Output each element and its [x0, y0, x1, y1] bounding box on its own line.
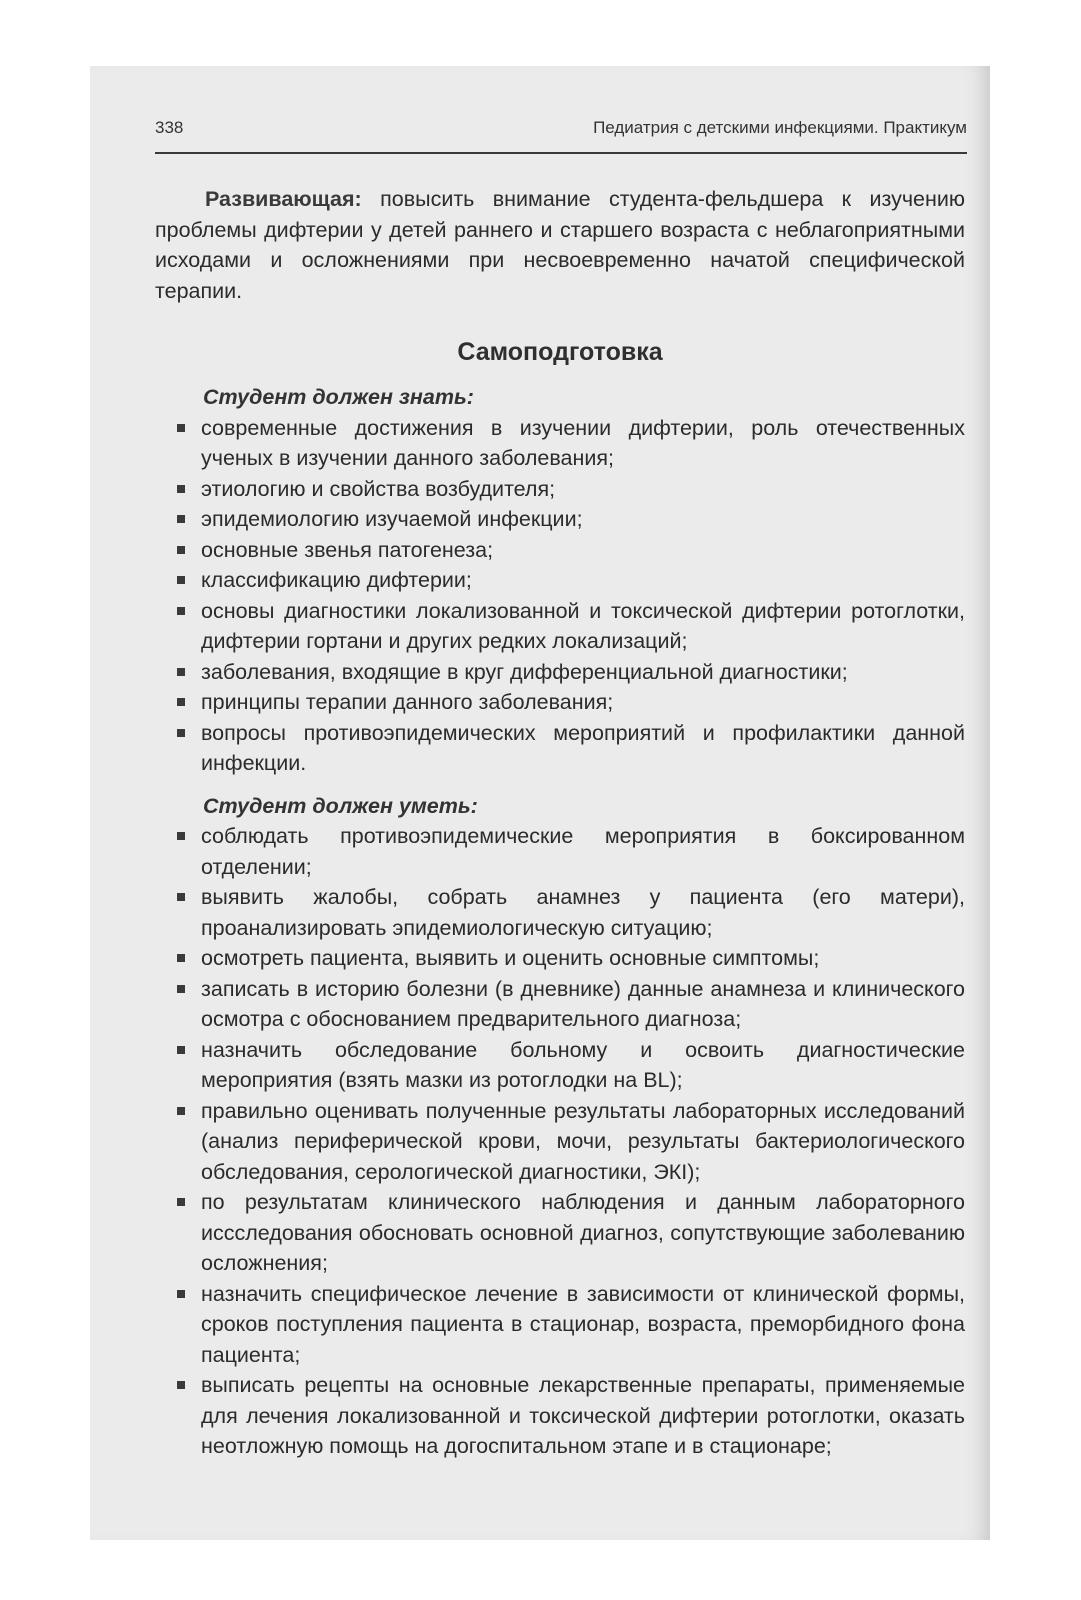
know-item-text: современные достижения в изучении дифтерии, роль отечественных ученых в изучении данного заболевания; [201, 415, 965, 470]
bullet-icon [177, 515, 185, 523]
bullet-icon [177, 1198, 185, 1206]
know-item-text: принципы терапии данного заболевания; [201, 690, 614, 714]
know-item-text: эпидемиологию изучаемой инфекции; [201, 507, 583, 531]
know-item [155, 657, 965, 688]
bullet-icon [177, 668, 185, 676]
able-item [155, 943, 965, 974]
bullet-icon [177, 1046, 185, 1054]
bullet-icon [177, 424, 185, 432]
know-item [155, 474, 965, 505]
able-item-text: назначить обследование больному и освоить диагностические мероприятия (взять мазки из ротоглодки на BL); [201, 1037, 965, 1092]
know-heading: Студент должен знать: [203, 385, 474, 409]
able-item [155, 1035, 965, 1096]
know-item [155, 687, 965, 718]
book-page [90, 66, 990, 1540]
bullet-icon [177, 893, 185, 901]
know-item [155, 596, 965, 657]
bullet-icon [177, 729, 185, 737]
able-item-text: выявить жалобы, собрать анамнез у пациента (его матери), проанализировать эпидемиологическую ситуацию; [201, 885, 965, 940]
know-item-text: основы диагностики локализованной и токсической дифтерии ротоглотки, дифтерии гортани и других редких локализаций; [201, 598, 965, 653]
able-item [155, 1279, 965, 1371]
intro-text: повысить внимание студента-фельдшера к изучению проблемы дифтерии у детей раннего и старшего возраста с неблагоприятными исходами и осложнениями при несвоевременно начатой специфической терапии. [155, 187, 965, 303]
intro-paragraph [155, 184, 965, 306]
bullet-icon [177, 1381, 185, 1389]
know-item-text: вопросы противоэпидемических мероприятий и профилактики данной инфекции. [201, 720, 965, 775]
able-item [155, 882, 965, 943]
bullet-icon [177, 954, 185, 962]
able-item-text: соблюдать противоэпидемические мероприятия в боксированном отделении; [201, 824, 965, 879]
know-item [155, 565, 965, 596]
able-item-text: выписать рецепты на основные лекарственные препараты, применяемые для лечения локализованной и токсической дифтерии ротоглотки, оказать неотложную помощь на догоспитальном этапе и в стационаре; [201, 1373, 965, 1458]
know-item-text: заболевания, входящие в круг дифференциальной диагностики; [201, 659, 848, 684]
know-item-text: этиологию и свойства возбудителя; [201, 476, 556, 501]
able-item [155, 1370, 965, 1462]
bullet-icon [177, 1290, 185, 1298]
able-item [155, 821, 965, 882]
intro-label: Развивающая: [205, 187, 362, 211]
bullet-icon [177, 832, 185, 840]
section-title: Самоподготовка [457, 338, 663, 366]
bullet-icon [177, 985, 185, 993]
able-item-text: по результатам клинического наблюдения и данным лабораторного иссследования обосновать основной диагноз, сопутствующие заболеванию осложнения; [201, 1190, 965, 1275]
bullet-icon [177, 607, 185, 615]
able-item [155, 1187, 965, 1279]
able-item [155, 974, 965, 1035]
know-item [155, 535, 965, 566]
header-rule [155, 152, 967, 154]
know-item [155, 413, 965, 474]
page-content [155, 184, 965, 1462]
page-number: 338 [155, 118, 184, 137]
know-item-text: основные звенья патогенеза; [201, 537, 494, 562]
running-title: Педиатрия с детскими инфекциями. Практикум [593, 118, 967, 137]
bullet-icon [177, 546, 185, 554]
able-item-text: осмотреть пациента, выявить и оценить основные симптомы; [201, 946, 820, 970]
know-item-text: классификацию дифтерии; [201, 568, 472, 592]
able-list [155, 821, 965, 1462]
able-item-text: назначить специфическое лечение в зависимости от клинической формы, сроков поступления пациента в стационар, возраста, преморбидного фона пациента; [201, 1281, 965, 1367]
able-item [155, 1096, 965, 1188]
bullet-icon [177, 698, 185, 706]
able-item-text: записать в историю болезни (в дневнике) данные анамнеза и клинического осмотра с обоснованием предварительного диагноза; [201, 976, 965, 1031]
bullet-icon [177, 576, 185, 584]
bullet-icon [177, 485, 185, 493]
page-header [155, 118, 967, 144]
able-item-text: правильно оценивать полученные результаты лабораторных исследований (анализ периферической крови, мочи, результаты бактериологического обследования, серологической диагностики, ЭКI); [201, 1098, 965, 1184]
know-list [155, 413, 965, 779]
know-item [155, 718, 965, 779]
know-item [155, 504, 965, 535]
able-heading: Студент должен уметь: [203, 793, 478, 818]
bullet-icon [177, 1107, 185, 1115]
